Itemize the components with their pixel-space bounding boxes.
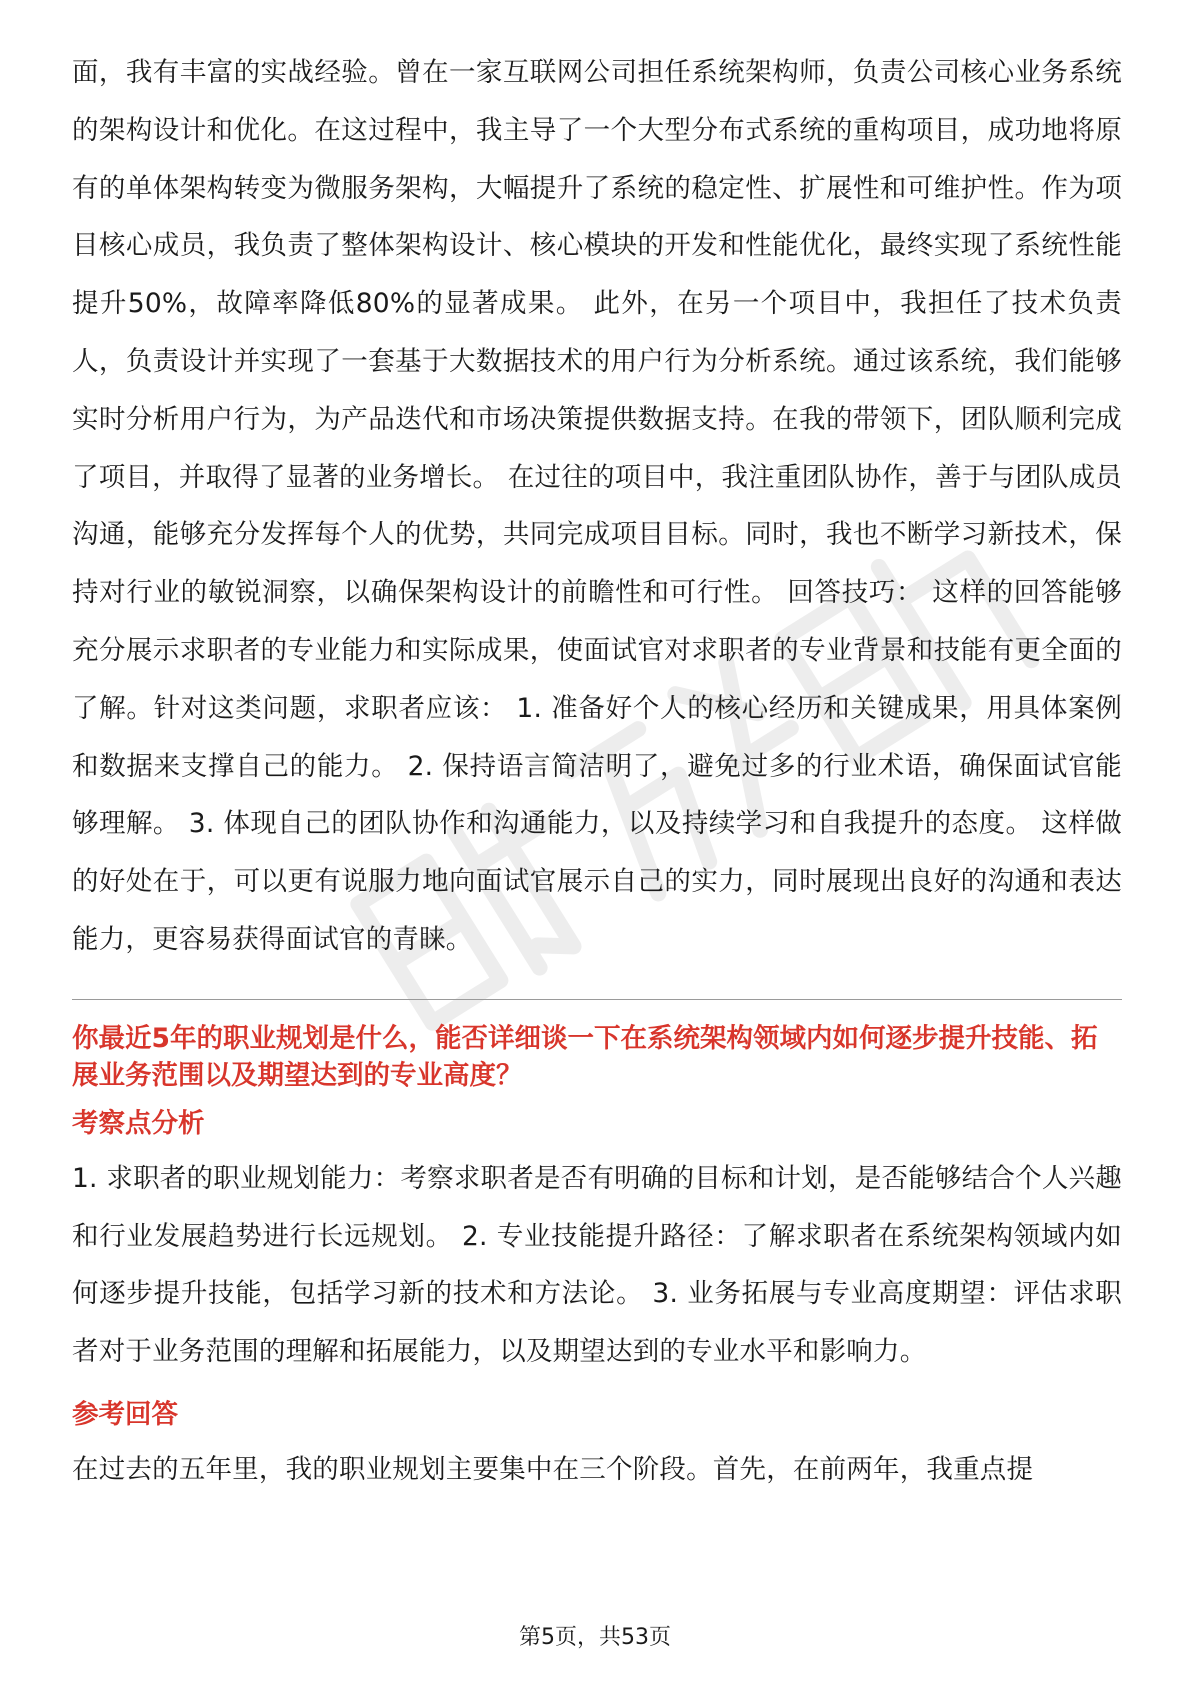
- previous-answer-paragraph: 面，我有丰富的实战经验。曾在一家互联网公司担任系统架构师，负责公司核心业务系统的架构设计和优化。在这过程中，我主导了一个大型分布式系统的重构项目，成功地将原有的单体架构转变为微服务架构，大幅提升了系统的稳定性、扩展性和可维护性。作为项目核心成员，我负责了整体架构设计、核心模块的开发和性能优化，最终实现了系统性能提升50%，故障率降低80%的显著成果。 此外，在另一个项目中，我担任了技术负责人，负责设计并实现了一套基于大数据技术的用户行为分析系统。通过该系统，我们能够实时分析用户行为，为产品迭代和市场决策提供数据支持。在我的带领下，团队顺利完成了项目，并取得了显著的业务增长。 在过往的项目中，我注重团队协作，善于与团队成员沟通，能够充分发挥每个人的优势，共同完成项目目标。同时，我也不断学习新技术，保持对行业的敏锐洞察，以确保架构设计的前瞻性和可行性。 回答技巧： 这样的回答能够充分展示求职者的专业能力和实际成果，使面试官对求职者的专业背景和技能有更全面的了解。针对这类问题，求职者应该： 1. 准备好个人的核心经历和关键成果，用具体案例和数据来支撑自己的能力。 2. 保持语言简洁明了，避免过多的行业术语，确保面试官能够理解。 3. 体现自己的团队协作和沟通能力，以及持续学习和自我提升的态度。 这样做的好处在于，可以更有说服力地向面试官展示自己的实力，同时展现出良好的沟通和表达能力，更容易获得面试官的青睐。: [72, 57, 1122, 955]
- section-divider: [72, 999, 1122, 1000]
- page-content: [72, 44, 1122, 1499]
- analysis-paragraph: 1. 求职者的职业规划能力：考察求职者是否有明确的目标和计划，是否能够结合个人兴趣和行业发展趋势进行长远规划。 2. 专业技能提升路径：了解求职者在系统架构领域内如何逐步提升技能，包括学习新的技术和方法论。 3. 业务拓展与专业高度期望：评估求职者对于业务范围的理解和拓展能力，以及期望达到的专业水平和影响力。: [72, 1162, 1122, 1368]
- interview-question: 你最近5年的职业规划是什么，能否详细谈一下在系统架构领域内如何逐步提升技能、拓展业务范围以及期望达到的专业高度？: [72, 1022, 1098, 1091]
- answer-paragraph: 在过去的五年里，我的职业规划主要集中在三个阶段。首先，在前两年，我重点提: [72, 1453, 1034, 1485]
- answer-heading: 参考回答: [72, 1398, 178, 1430]
- analysis-heading: 考察点分析: [72, 1107, 205, 1139]
- page-number: 第5页，共53页: [519, 1625, 671, 1650]
